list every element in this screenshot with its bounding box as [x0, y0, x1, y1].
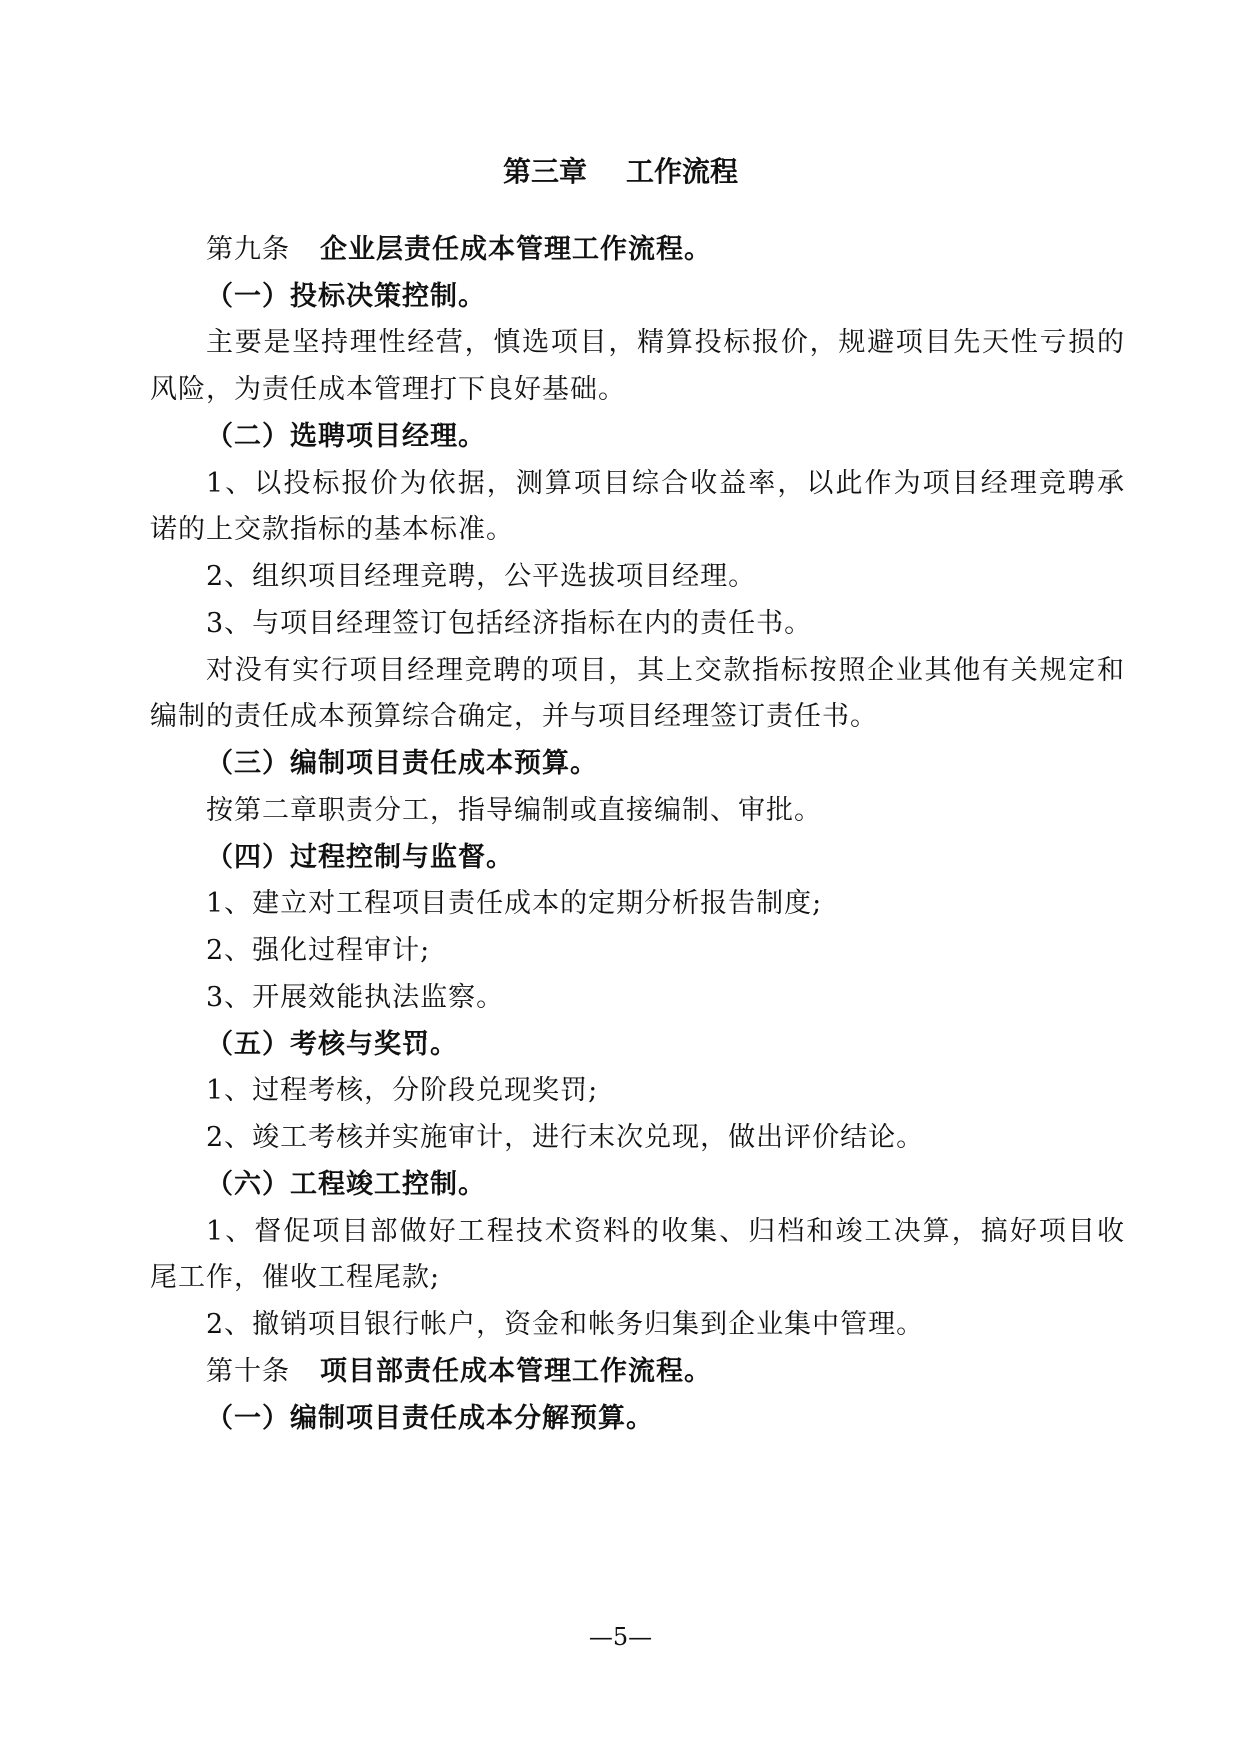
paragraph-line: 2、组织项目经理竞聘，公平选拔项目经理。 — [206, 561, 757, 592]
paragraph-line: 按第二章职责分工，指导编制或直接编制、审批。 — [206, 795, 822, 826]
article-heading — [206, 1354, 712, 1390]
section-heading: （四）过程控制与监督。 — [206, 842, 514, 873]
article-heading — [206, 232, 712, 268]
page-number: —5— — [588, 1623, 653, 1651]
section-heading: （三）编制项目责任成本预算。 — [206, 748, 598, 779]
paragraph-line: 风险，为责任成本管理打下良好基础。 — [150, 374, 626, 405]
paragraph-line: 2、强化过程审计; — [206, 935, 431, 966]
chapter-title: 第三章 工作流程 — [503, 155, 738, 188]
section-heading: （二）选聘项目经理。 — [206, 421, 486, 452]
article-title: 项目部责任成本管理工作流程。 — [320, 1356, 712, 1387]
paragraph-line: 主要是坚持理性经营，慎选项目，精算投标报价，规避项目先天性亏损的 — [206, 327, 1125, 358]
paragraph-line: 尾工作，催收工程尾款; — [150, 1262, 441, 1293]
paragraph-line: 对没有实行项目经理竞聘的项目，其上交款指标按照企业其他有关规定和 — [206, 655, 1125, 686]
article-label: 第九条 — [206, 234, 290, 265]
article-title: 企业层责任成本管理工作流程。 — [320, 234, 712, 265]
section-heading: （五）考核与奖罚。 — [206, 1029, 458, 1060]
paragraph-line: 1、建立对工程项目责任成本的定期分析报告制度; — [206, 888, 823, 919]
paragraph-line: 1、过程考核，分阶段兑现奖罚; — [206, 1075, 599, 1106]
paragraph-line: 1、以投标报价为依据，测算项目综合收益率，以此作为项目经理竞聘承 — [206, 468, 1125, 499]
section-heading: （六）工程竣工控制。 — [206, 1169, 486, 1200]
paragraph-line: 编制的责任成本预算综合确定，并与项目经理签订责任书。 — [150, 701, 878, 732]
paragraph-line: 2、撤销项目银行帐户，资金和帐务归集到企业集中管理。 — [206, 1309, 925, 1340]
paragraph-line: 2、竣工考核并实施审计，进行末次兑现，做出评价结论。 — [206, 1122, 925, 1153]
paragraph-line: 1、督促项目部做好工程技术资料的收集、归档和竣工决算，搞好项目收 — [206, 1216, 1125, 1247]
paragraph-line: 3、开展效能执法监察。 — [206, 982, 505, 1013]
section-heading: （一）投标决策控制。 — [206, 281, 486, 312]
paragraph-line: 诺的上交款指标的基本标准。 — [150, 514, 514, 545]
section-heading: （一）编制项目责任成本分解预算。 — [206, 1403, 654, 1434]
article-label: 第十条 — [206, 1356, 290, 1387]
paragraph-line: 3、与项目经理签订包括经济指标在内的责任书。 — [206, 608, 813, 639]
